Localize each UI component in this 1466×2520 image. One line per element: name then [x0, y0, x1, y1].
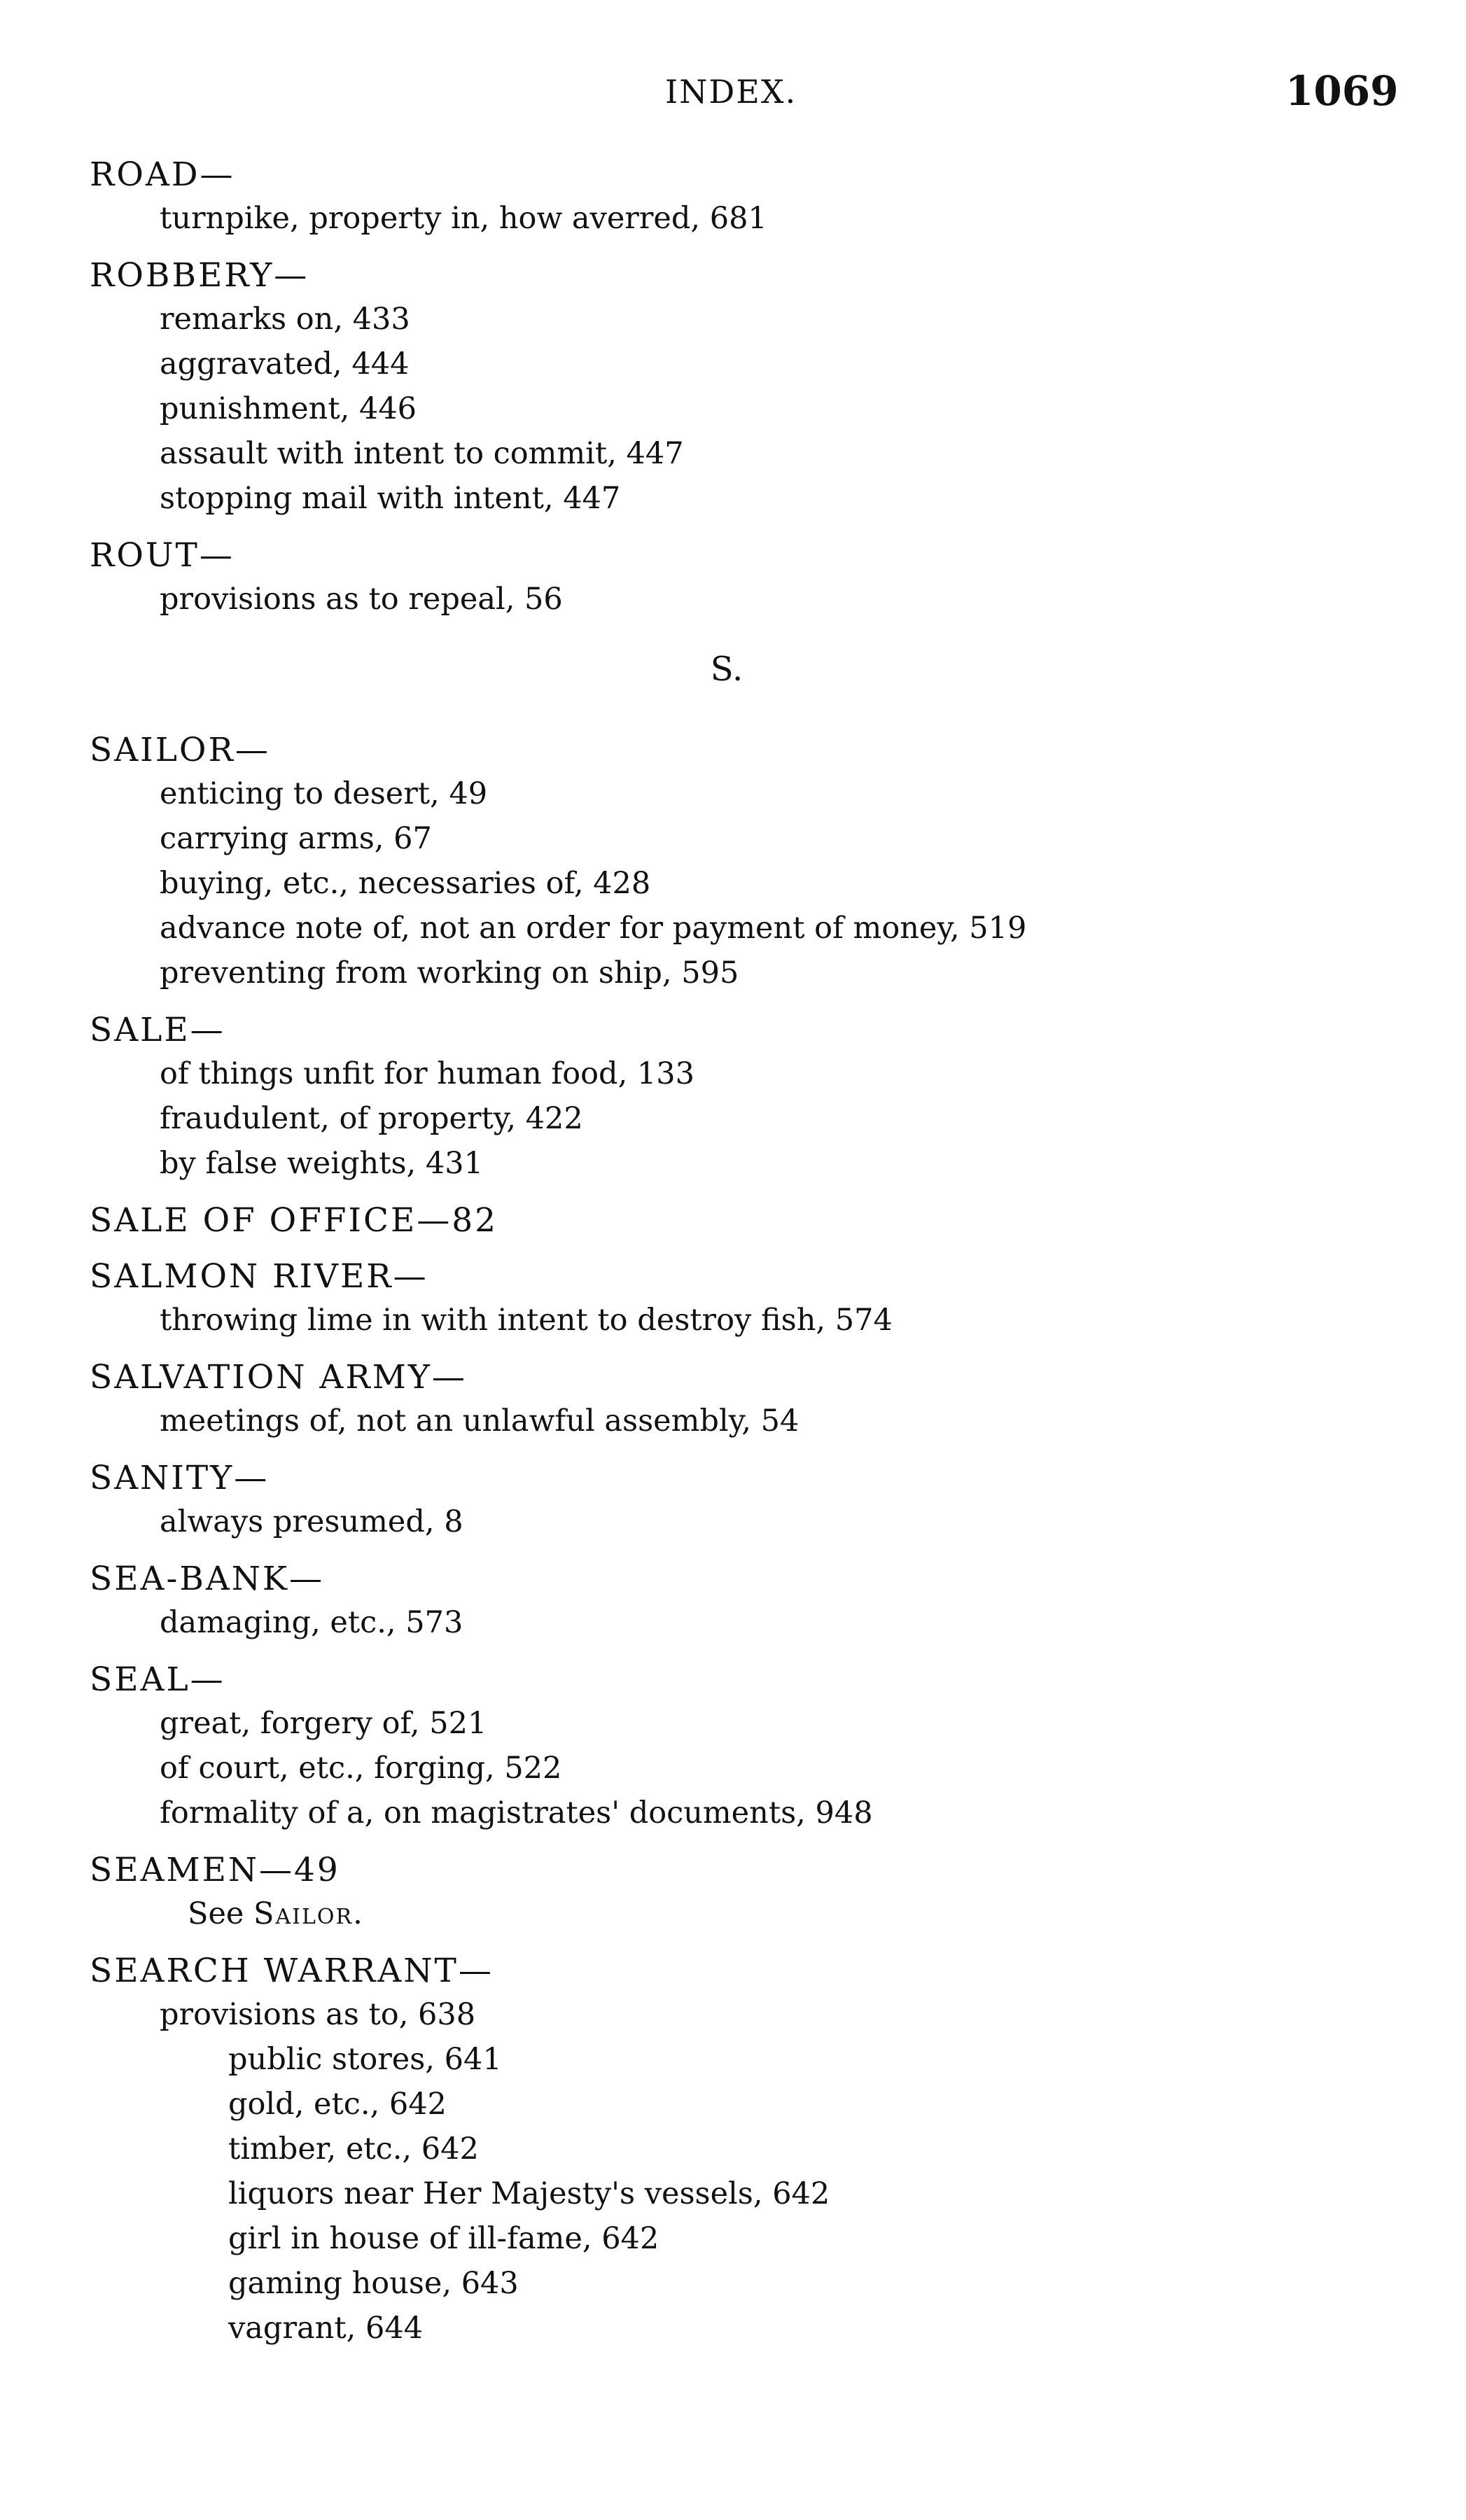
index-heading: SALVATION ARMY—: [90, 1358, 467, 1396]
index-subsubentry: gaming house, 643: [228, 2266, 519, 2301]
index-subsubentry: liquors near Her Majesty's vessels, 642: [228, 2176, 830, 2211]
index-heading: ROBBERY—: [90, 256, 309, 295]
index-subentry: meetings of, not an unlawful assembly, 54: [160, 1404, 800, 1438]
index-entry: [90, 154, 1378, 241]
index-heading: SALE OF OFFICE—82: [90, 1201, 498, 1240]
index-heading: SALE—: [90, 1011, 225, 1049]
index-entry: [90, 1457, 1378, 1544]
index-heading: ROAD—: [90, 155, 235, 194]
index-content: [90, 154, 1378, 2365]
index-heading: SAILOR—: [90, 731, 270, 769]
index-subentry: enticing to desert, 49: [160, 776, 488, 811]
index-entry: [90, 1200, 1378, 1242]
index-entry: [90, 1950, 1378, 2351]
index-entry: [90, 1558, 1378, 1645]
see-target: Sailor.: [253, 1896, 364, 1931]
section-letter: S.: [710, 650, 744, 689]
page-header: [0, 67, 1466, 129]
index-subentry: provisions as to repeal, 56: [160, 582, 563, 617]
running-title: INDEX.: [665, 73, 797, 111]
index-heading: SEAMEN—49: [90, 1851, 340, 1889]
index-entry: [90, 1357, 1378, 1443]
index-group-r: [90, 154, 1378, 622]
index-heading: SEA-BANK—: [90, 1560, 325, 1598]
index-entry: [90, 729, 1378, 995]
index-subentry: buying, etc., necessaries of, 428: [160, 866, 651, 901]
index-heading: SANITY—: [90, 1459, 270, 1497]
index-subentry: by false weights, 431: [160, 1146, 483, 1181]
index-subentry: of court, etc., forging, 522: [160, 1751, 562, 1786]
index-entry: [90, 1009, 1378, 1186]
index-subsubentry: girl in house of ill-fame, 642: [228, 2221, 659, 2256]
index-group-s: [90, 729, 1378, 2351]
index-subentry: stopping mail with intent, 447: [160, 481, 621, 516]
index-subentry: advance note of, not an order for payment of money, 519: [160, 911, 1027, 946]
index-subentry: always presumed, 8: [160, 1504, 463, 1539]
page-number: 1069: [1285, 67, 1399, 115]
index-subentry: preventing from working on ship, 595: [160, 955, 739, 990]
index-entry: [90, 255, 1378, 521]
index-subentry: formality of a, on magistrates' documents, 948: [160, 1795, 873, 1830]
index-subentry: aggravated, 444: [160, 346, 410, 382]
index-subentry: carrying arms, 67: [160, 821, 432, 856]
index-heading: SEARCH WARRANT—: [90, 1952, 494, 1990]
index-subentry: throwing lime in with intent to destroy fish, 574: [160, 1303, 893, 1338]
index-heading: ROUT—: [90, 536, 235, 575]
index-subentry: turnpike, property in, how averred, 681: [160, 201, 767, 236]
index-entry: [90, 1659, 1378, 1835]
index-subentry: remarks on, 433: [160, 302, 410, 337]
index-entry: [90, 1849, 1378, 1936]
index-subentry: fraudulent, of property, 422: [160, 1101, 583, 1136]
index-subsubentry: public stores, 641: [228, 2042, 502, 2077]
index-subentry: assault with intent to commit, 447: [160, 436, 684, 471]
index-subentry: provisions as to, 638: [160, 1997, 476, 2032]
see-reference: [90, 1891, 1378, 1936]
index-subentry: damaging, etc., 573: [160, 1605, 463, 1640]
index-heading: SEAL—: [90, 1660, 225, 1699]
see-prefix: See: [188, 1896, 244, 1931]
index-entry: [90, 535, 1378, 622]
index-heading: SALMON RIVER—: [90, 1257, 428, 1296]
index-subsubentry: vagrant, 644: [228, 2311, 424, 2346]
index-subentry: punishment, 446: [160, 391, 417, 426]
index-subsubentry: timber, etc., 642: [228, 2132, 479, 2166]
index-subentry: of things unfit for human food, 133: [160, 1056, 694, 1091]
index-subentry: great, forgery of, 521: [160, 1706, 487, 1741]
index-subsubentry: gold, etc., 642: [228, 2087, 447, 2122]
index-entry: [90, 1256, 1378, 1343]
